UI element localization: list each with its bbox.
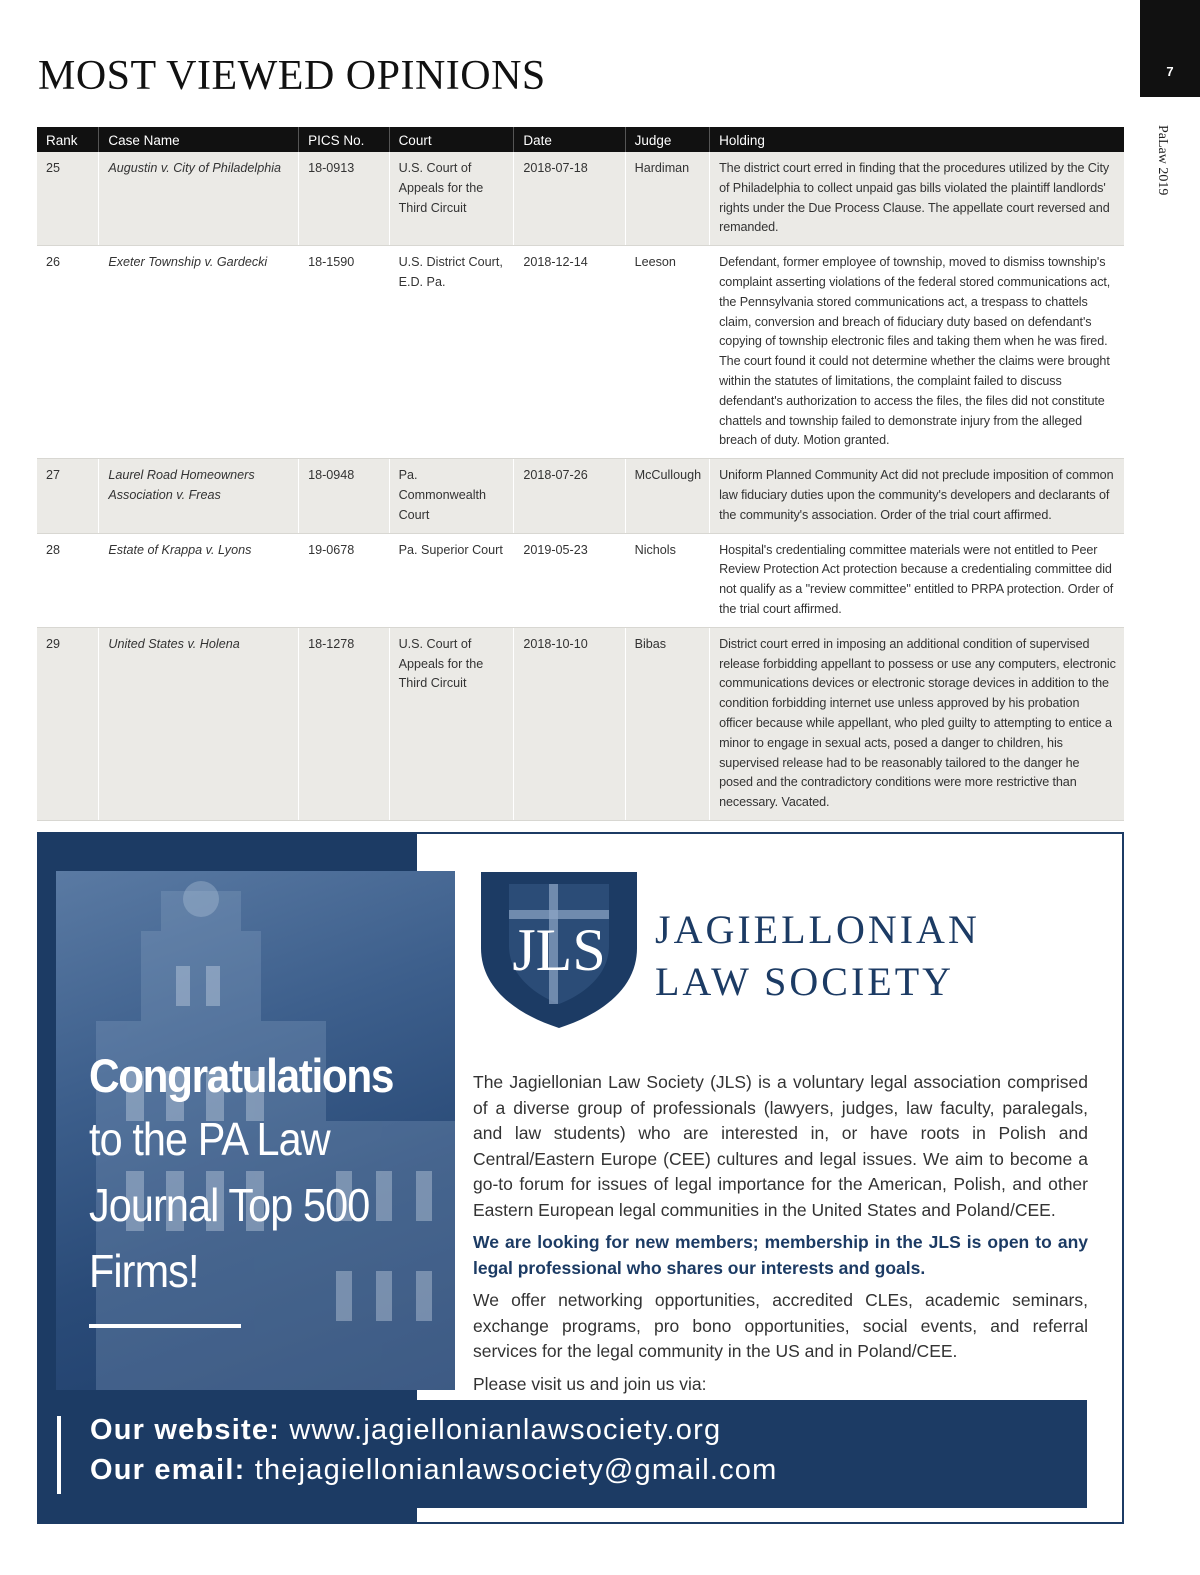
congratulations-message [89,1046,427,1328]
email-label: Our email: [90,1454,246,1486]
date-cell: 2019-05-23 [514,533,625,627]
holding-cell: Defendant, former employee of township, moved to dismiss township's complaint asserting violations of the federal stored communications act, the Pennsylvania stored communications act, a trespass to chattels claim, conversion and breach of fiduciary duty based on defendant's copying of township electronic files and taking them when he was fired. The court found it could not determine whether the claims were brought within the statutes of limitations, the complaint failed to discuss defendant's authorization to access the files, the files did not constitute chattels and township failed to demonstrate injury from the alleged breach of duty. Motion granted. [710,246,1124,459]
publication-side-label: PaLaw 2019 [1155,125,1170,196]
pics-cell: 19-0678 [299,533,390,627]
jls-shield-icon [479,870,639,1030]
pics-cell: 18-0913 [299,152,390,246]
holding-cell: Uniform Planned Community Act did not preclude imposition of common law fiduciary duties upon the community's developers and declarants of the community's association. Order of the trial court affirmed. [710,459,1124,533]
table-row [37,533,1124,627]
jls-name [655,904,980,1008]
court-cell: U.S. District Court, E.D. Pa. [389,246,514,459]
column-header-court: Court [389,127,514,152]
judge-cell: Hardiman [625,152,710,246]
judge-cell: McCullough [625,459,710,533]
website-link[interactable]: www.jagiellonianlawsociety.org [289,1414,722,1446]
table-row [37,246,1124,459]
column-header-date: Date [514,127,625,152]
congratulations-line: Journal Top 500 [89,1179,370,1231]
email-line [90,1454,777,1487]
date-cell: 2018-10-10 [514,627,625,820]
jls-advertisement [37,832,1124,1524]
rank-cell: 27 [37,459,99,533]
website-label: Our website: [90,1414,281,1446]
jls-paragraph-visit: Please visit us and join us via: [473,1373,707,1394]
holding-cell: District court erred in imposing an additional condition of supervised release forbidding appellant to possess or use any computers, electronic communications devices or electronic storage devices in addition to the condition forbidding internet use unless approved by his probation officer because while appellant, who pled guilty to attempting to entice a minor to engage in sexual acts, posed a danger to children, his supervised release had to be reasonably tailored to the danger he posed and the contradictory conditions were more restrictive than necessary. Vacated. [710,627,1124,820]
column-header-judge: Judge [625,127,710,152]
congratulations-heading: Congratulations [89,1049,394,1102]
congratulations-line: Firms! [89,1245,199,1297]
jls-name-line: LAW SOCIETY [655,959,955,1004]
jls-description [473,1070,1088,1404]
email-link[interactable]: thejagiellonianlawsociety@gmail.com [254,1454,778,1486]
holding-cell: The district court erred in finding that the procedures utilized by the City of Philadelphia to collect unpaid gas bills violated the plaintiff landlords' rights under the Due Process Clause. The appellate court reversed and remanded. [710,152,1124,246]
table-row [37,459,1124,533]
contact-divider [57,1416,61,1494]
column-header-holding: Holding [710,127,1124,152]
congratulations-divider [89,1324,241,1328]
holding-cell: Hospital's credentialing committee materials were not entitled to Peer Review Protection Act protection because a credentialing committee did not qualify as a "review committee" entitled to PRPA protection. Order of the trial court affirmed. [710,533,1124,627]
page-number: 7 [1166,64,1174,79]
column-header-pics-no: PICS No. [299,127,390,152]
contact-bar [52,1400,1087,1508]
case-name-cell: United States v. Holena [99,627,299,820]
website-line [90,1414,721,1447]
court-cell: U.S. Court of Appeals for the Third Circuit [389,152,514,246]
case-name-cell: Exeter Township v. Gardecki [99,246,299,459]
jls-monogram: JLS [512,917,606,983]
table-header-row [37,127,1124,152]
table-row [37,152,1124,246]
rank-cell: 29 [37,627,99,820]
jls-paragraph-offer: We offer networking opportunities, accredited CLEs, academic seminars, exchange programs, pro bono opportunities, social events, and referral services for the legal community in the US and in Poland/CEE. [473,1290,1088,1361]
judge-cell: Leeson [625,246,710,459]
pics-cell: 18-1590 [299,246,390,459]
pics-cell: 18-1278 [299,627,390,820]
opinions-table [37,127,1124,821]
judge-cell: Nichols [625,533,710,627]
case-name-cell: Estate of Krappa v. Lyons [99,533,299,627]
court-cell: Pa. Commonwealth Court [389,459,514,533]
column-header-case-name: Case Name [99,127,299,152]
case-name-cell: Laurel Road Homeowners Association v. Freas [99,459,299,533]
date-cell: 2018-07-26 [514,459,625,533]
date-cell: 2018-07-18 [514,152,625,246]
case-name-cell: Augustin v. City of Philadelphia [99,152,299,246]
date-cell: 2018-12-14 [514,246,625,459]
page-number-tab [1140,0,1200,97]
table-row [37,627,1124,820]
court-cell: U.S. Court of Appeals for the Third Circuit [389,627,514,820]
jls-paragraph-about: The Jagiellonian Law Society (JLS) is a voluntary legal association comprised of a diverse group of professionals (lawyers, judges, law faculty, paralegals, and law students) who are interested in, or have roots in Polish and Central/Eastern Europe (CEE) cultures and legal issues. We aim to become a go-to forum for issues of legal importance for the American, Polish, and other Eastern European legal communities in the United States and Poland/CEE. [473,1072,1088,1220]
page-title: MOST VIEWED OPINIONS [38,53,546,99]
column-header-rank: Rank [37,127,99,152]
jls-name-line: JAGIELLONIAN [655,907,980,952]
congratulations-line: to the PA Law [89,1113,330,1165]
jls-paragraph-members: We are looking for new members; membership in the JLS is open to any legal professional who shares our interests and goals. [473,1232,1088,1278]
jls-logo [479,870,999,1030]
rank-cell: 26 [37,246,99,459]
court-cell: Pa. Superior Court [389,533,514,627]
rank-cell: 25 [37,152,99,246]
pics-cell: 18-0948 [299,459,390,533]
judge-cell: Bibas [625,627,710,820]
rank-cell: 28 [37,533,99,627]
